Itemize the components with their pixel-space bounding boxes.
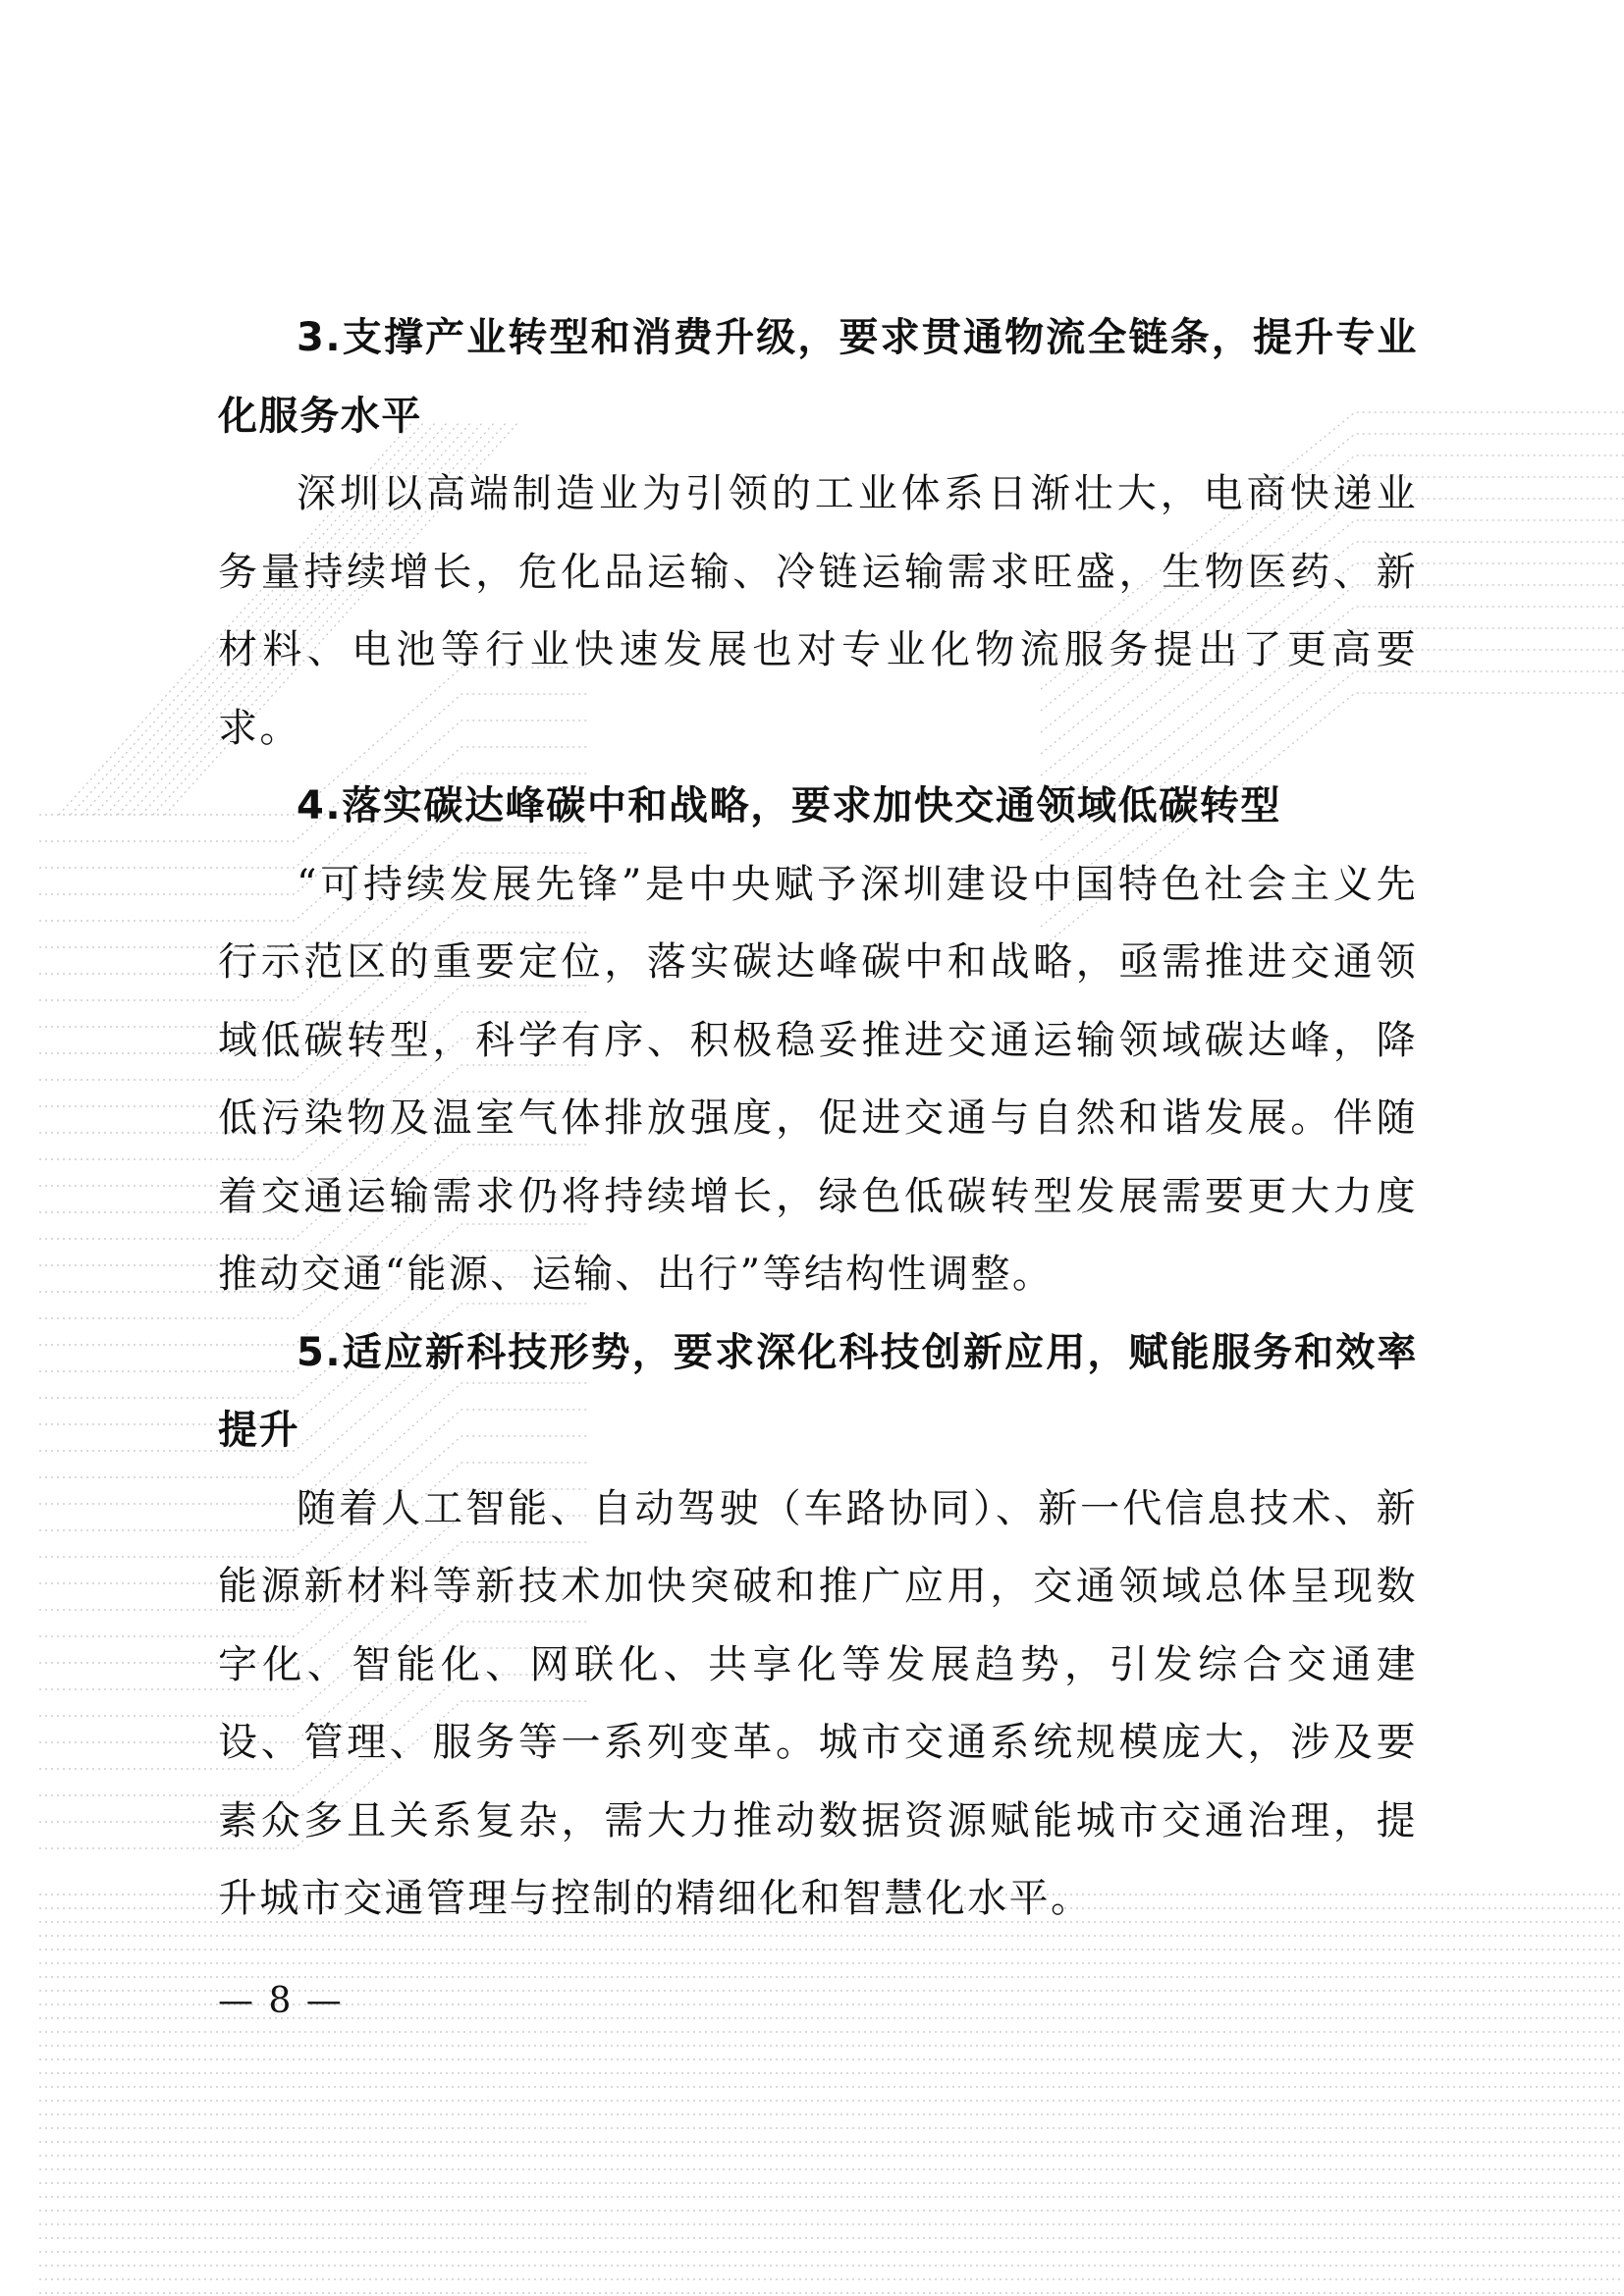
section-paragraph-3: 深圳以高端制造业为引领的工业体系日渐壮大，电商快递业务量持续增长，危化品运输、冷链运输需求旺盛，生物医药、新材料、电池等行业快速发展也对专业化物流服务提出了更高要求。	[218, 471, 1418, 751]
section-heading-5: 5.适应新科技形势，要求深化科技创新应用，赋能服务和效率提升	[218, 1329, 1418, 1453]
section-paragraph-5: 随着人工智能、自动驾驶（车路协同）、新一代信息技术、新能源新材料等新技术加快突破和推广应用，交通领域总体呈现数字化、智能化、网联化、共享化等发展趋势，引发综合交通建设、管理、服务等一系列变革。城市交通系统规模庞大，涉及要素众多且关系复杂，需大力推动数据资源赋能城市交通治理，提升城市交通管理与控制的精细化和智慧化水平。	[218, 1485, 1418, 1921]
section-paragraph-4: “可持续发展先锋”是中央赋予深圳建设中国特色社会主义先行示范区的重要定位，落实碳达峰碳中和战略，亟需推进交通领域低碳转型，科学有序、积极稳妥推进交通运输领域碳达峰，降低污染物及温室气体排放强度，促进交通与自然和谐发展。伴随着交通运输需求仍将持续增长，绿色低碳转型发展需要更大力度推动交通“能源、运输、出行”等结构性调整。	[218, 861, 1418, 1297]
document-body	[218, 299, 1418, 1939]
page-number: — 8 —	[218, 1981, 344, 2021]
section-heading-4: 4.落实碳达峰碳中和战略，要求加快交通领域低碳转型	[297, 783, 1282, 828]
section-heading-3: 3.支撑产业转型和消费升级，要求贯通物流全链条，提升专业化服务水平	[218, 315, 1418, 439]
